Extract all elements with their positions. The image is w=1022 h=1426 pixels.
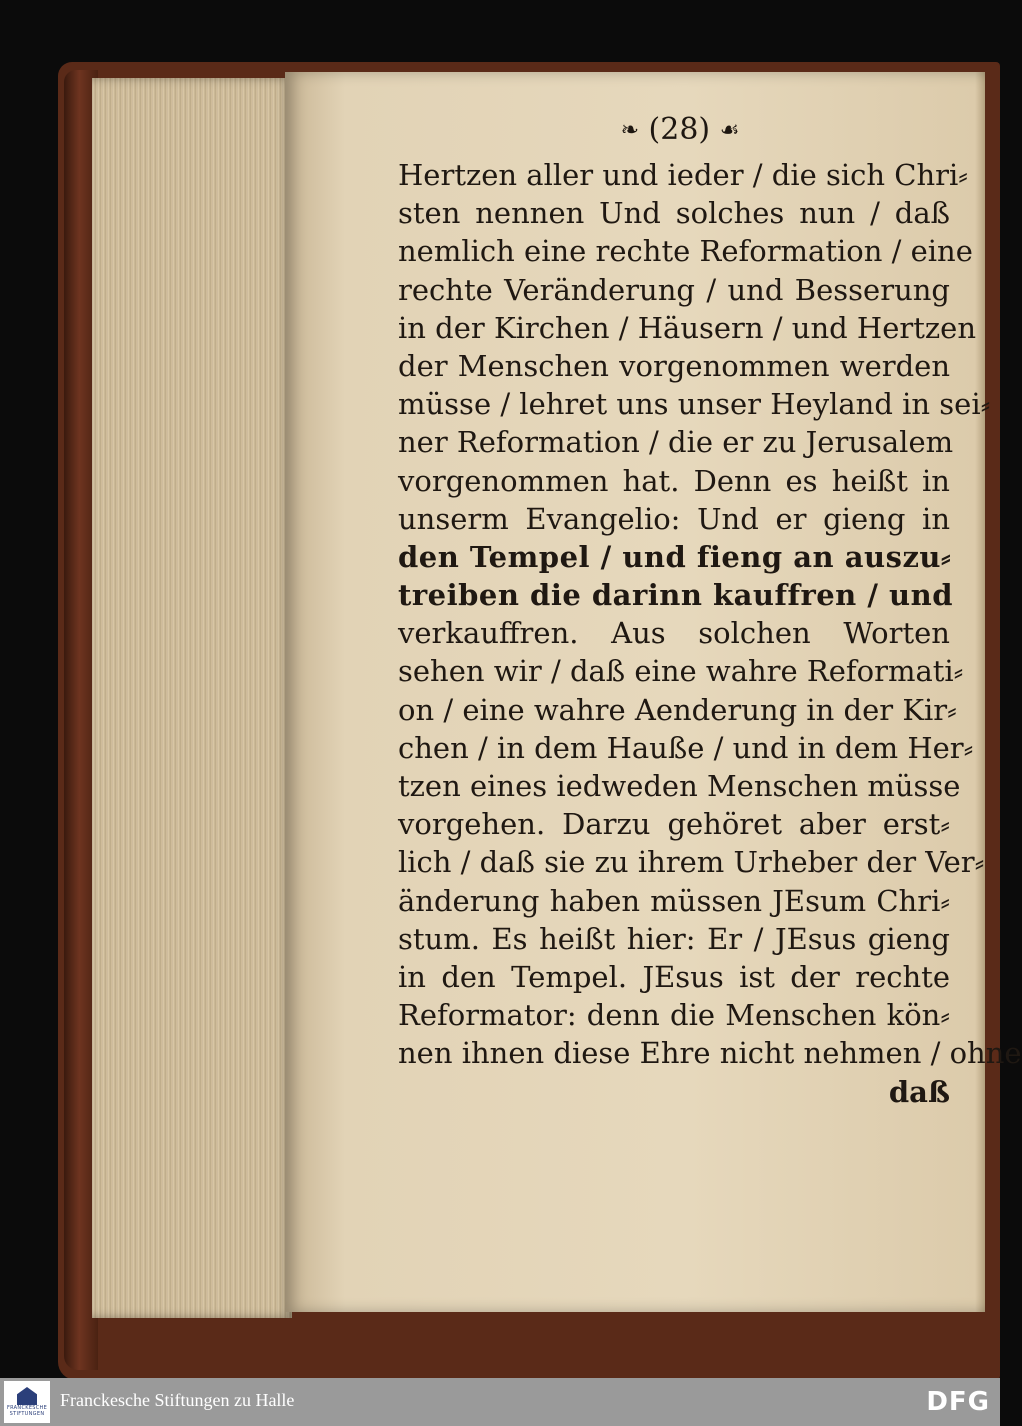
text-line: vorgenommen hat. Denn es heißt in	[398, 463, 950, 498]
building-icon	[17, 1387, 37, 1405]
dfg-logo[interactable]: DFG	[926, 1387, 990, 1417]
text-line: änderung haben müssen JEsum Chri⸗	[398, 883, 950, 918]
text-line: unserm Evangelio: Und er gieng in	[398, 501, 950, 536]
page-header	[590, 112, 770, 152]
text-line: tzen eines iedweden Menschen müsse	[398, 769, 961, 803]
viewer-footer	[0, 1378, 1000, 1426]
ornament-right-icon: ☙	[719, 118, 740, 143]
text-line: sehen wir / daß eine wahre Reformati⸗	[398, 654, 964, 689]
text-line: rechte Veränderung / und Besserung	[398, 272, 950, 307]
text-line: der Menschen vorgenommen werden	[398, 348, 950, 383]
text-line: in den Tempel. JEsus ist der rechte	[398, 959, 950, 994]
page-text	[398, 156, 1022, 1111]
text-line: ner Reformation / die er zu Jerusalem	[398, 425, 954, 460]
text-line: stum. Es heißt hier: Er / JEsus gieng	[398, 921, 950, 956]
text-line: sten nennen Und solches nun / daß	[398, 196, 950, 231]
text-line: Hertzen aller und ieder / die sich Chri⸗	[398, 158, 968, 192]
text-line: Reformator: denn die Menschen kön⸗	[398, 998, 950, 1033]
text-line: nemlich eine rechte Reformation / eine	[398, 234, 973, 269]
text-line-emphasis: treiben die darinn kauffren / und	[398, 578, 953, 613]
ornament-left-icon: ❧	[620, 118, 639, 143]
franckesche-logo[interactable]	[4, 1381, 50, 1423]
page-number: (28)	[648, 112, 711, 147]
text-line-emphasis: den Tempel / und fieng an auszu⸗	[398, 539, 952, 574]
text-line: vorgehen. Darzu gehöret aber erst⸗	[398, 807, 950, 842]
text-line: on / eine wahre Aenderung in der Kir⸗	[398, 692, 957, 727]
text-line: in der Kirchen / Häusern / und Hertzen	[398, 310, 977, 345]
text-line: chen / in dem Hauße / und in dem Her⸗	[398, 730, 974, 765]
logo-text-top: FRANCKESCHE	[6, 1405, 48, 1411]
catchword: daß	[888, 1074, 950, 1109]
logo-text-bottom: STIFTUNGEN	[9, 1411, 45, 1417]
text-line: nen ihnen diese Ehre nicht nehmen / ohne	[398, 1036, 1022, 1071]
institution-name: Franckesche Stiftungen zu Halle	[60, 1390, 295, 1410]
text-line: verkauffren. Aus solchen Worten	[398, 616, 950, 651]
text-line: lich / daß sie zu ihrem Urheber der Ver⸗	[398, 845, 985, 880]
text-line: müsse / lehret uns unser Heyland in sei⸗	[398, 387, 991, 422]
page-block-edges	[92, 78, 292, 1318]
